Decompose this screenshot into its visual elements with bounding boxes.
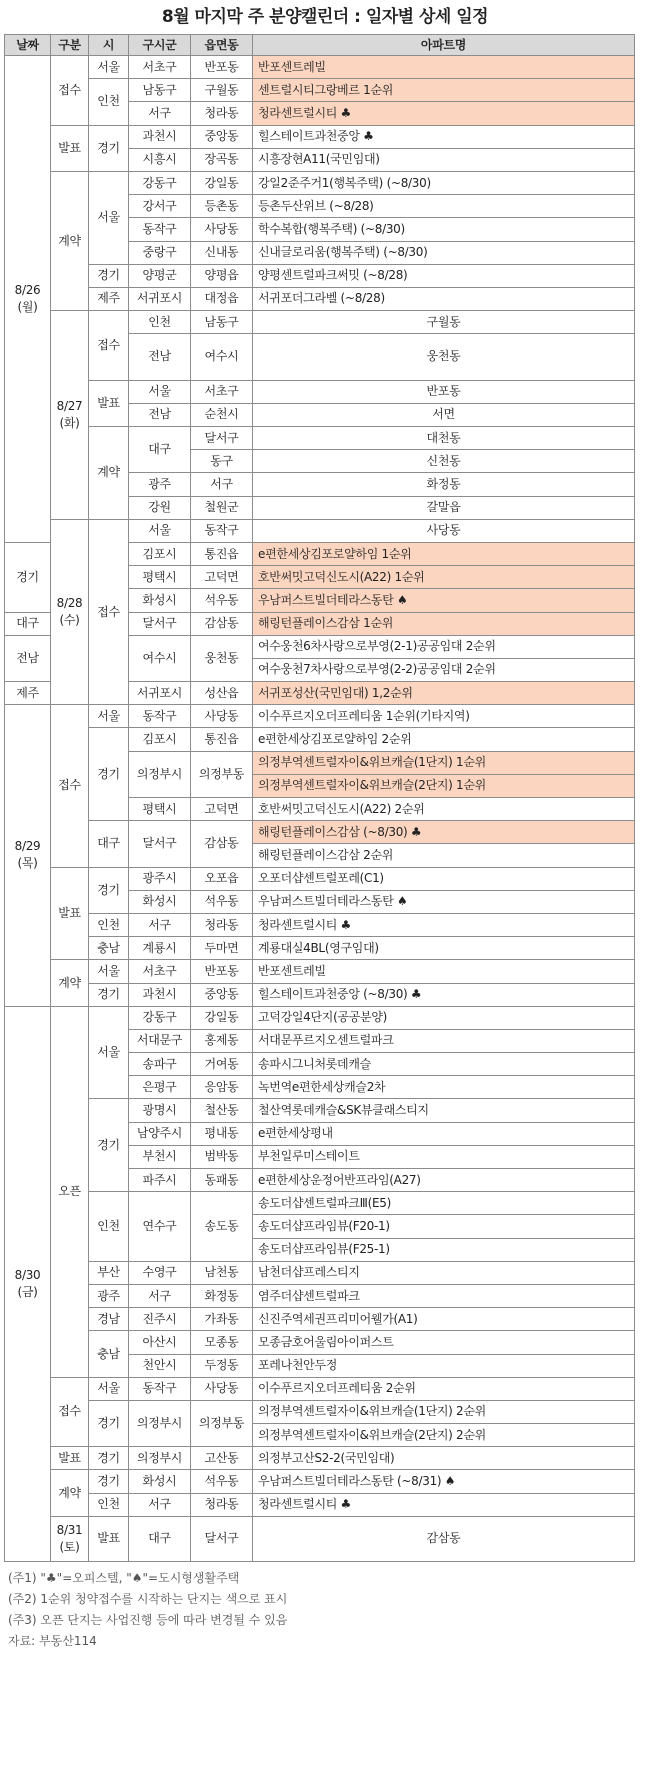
table-cell: 달서구 xyxy=(129,612,191,635)
table-cell: 화정동 xyxy=(253,473,635,496)
table-cell: 신내동 xyxy=(191,241,253,264)
apartment-name-cell: 서대문푸르지오센트럴파크 xyxy=(253,1029,635,1052)
table-cell: 장곡동 xyxy=(191,148,253,171)
apartment-name-cell: 반포센트레빌 xyxy=(253,56,635,79)
table-cell: 평택시 xyxy=(129,798,191,821)
table-cell: 서울 xyxy=(89,1377,129,1400)
apartment-name-cell: 양평센트럴파크써밋 (~8/28) xyxy=(253,264,635,287)
apartment-name-cell: 오포더샵센트럴포레(C1) xyxy=(253,867,635,890)
table-cell: 남천동 xyxy=(191,1261,253,1284)
table-cell: 강원 xyxy=(129,496,191,519)
table-cell: 인천 xyxy=(129,311,191,334)
apartment-name-cell: 반포센트레빌 xyxy=(253,960,635,983)
table-cell: 서울 xyxy=(89,705,129,728)
apartment-name-cell: 계룡대실4BL(영구임대) xyxy=(253,937,635,960)
table-cell: 통진읍 xyxy=(191,728,253,751)
table-cell: 사당동 xyxy=(191,705,253,728)
table-cell: 청라동 xyxy=(191,913,253,936)
table-cell: 접수 xyxy=(51,56,89,126)
table-cell: 동작구 xyxy=(129,1377,191,1400)
apartment-name-cell: 고덕강일4단지(공공분양) xyxy=(253,1006,635,1029)
apartment-name-cell: 청라센트럴시티 ♣ xyxy=(253,1493,635,1516)
table-cell: 동작구 xyxy=(191,519,253,542)
table-cell: 의정부동 xyxy=(191,751,253,797)
table-cell: 대구 xyxy=(129,1516,191,1561)
table-cell: 서울 xyxy=(89,171,129,264)
apartment-name-cell: e편한세상김포로얄하임 2순위 xyxy=(253,728,635,751)
table-cell: 응암동 xyxy=(191,1076,253,1099)
apartment-name-cell: 의정부역센트럴자이&위브캐슬(1단지) 2순위 xyxy=(253,1400,635,1423)
apartment-name-cell: 서귀포더그라벨 (~8/28) xyxy=(253,287,635,310)
table-cell: 경기 xyxy=(89,1470,129,1493)
table-row xyxy=(5,427,635,450)
apartment-name-cell: 송도더샵프라임뷰(F25-1) xyxy=(253,1238,635,1261)
table-cell: 제주 xyxy=(5,682,51,705)
table-cell: 두마면 xyxy=(191,937,253,960)
apartment-name-cell: 여수웅천7차사랑으로부영(2-2)공공임대 2순위 xyxy=(253,658,635,681)
table-row xyxy=(5,983,635,1006)
apartment-name-cell: 해링턴플레이스감삼 (~8/30) ♣ xyxy=(253,821,635,844)
table-cell: 평내동 xyxy=(191,1122,253,1145)
table-cell: 수영구 xyxy=(129,1261,191,1284)
table-cell: 화성시 xyxy=(129,890,191,913)
table-cell: 서귀포시 xyxy=(129,682,191,705)
apartment-name-cell: 염주더샵센트럴파크 xyxy=(253,1284,635,1307)
date-cell: 8/26 (월) xyxy=(5,56,51,543)
table-row xyxy=(5,519,635,542)
apartment-name-cell: 의정부역센트럴자이&위브캐슬(2단지) 1순위 xyxy=(253,774,635,797)
table-cell: 파주시 xyxy=(129,1169,191,1192)
table-row xyxy=(5,287,635,310)
table-cell: 인천 xyxy=(89,79,129,125)
table-cell: 서울 xyxy=(89,960,129,983)
table-row xyxy=(5,705,635,728)
table-cell: 감삼동 xyxy=(253,1516,635,1561)
table-cell: 김포시 xyxy=(129,728,191,751)
table-cell: 김포시 xyxy=(129,542,191,565)
table-cell: 광주 xyxy=(89,1284,129,1307)
table-cell: 시흥시 xyxy=(129,148,191,171)
table-cell: 중앙동 xyxy=(191,983,253,1006)
table-cell: 신천동 xyxy=(253,450,635,473)
apartment-name-cell: 이수푸르지오더프레티움 1순위(기타지역) xyxy=(253,705,635,728)
table-cell: 부천시 xyxy=(129,1145,191,1168)
date-cell: 8/27 (화) xyxy=(51,311,89,520)
table-cell: 대구 xyxy=(5,612,51,635)
table-cell: 경기 xyxy=(89,1447,129,1470)
table-cell: 대구 xyxy=(89,821,129,867)
table-cell: 석우동 xyxy=(191,890,253,913)
table-row xyxy=(5,1377,635,1400)
table-cell: 서면 xyxy=(253,403,635,426)
table-cell: 구월동 xyxy=(191,79,253,102)
table-cell: 서구 xyxy=(129,102,191,125)
apartment-name-cell: 청라센트럴시티 ♣ xyxy=(253,913,635,936)
table-cell: 두정동 xyxy=(191,1354,253,1377)
table-cell: 중랑구 xyxy=(129,241,191,264)
table-cell: 계약 xyxy=(51,1470,89,1516)
schedule-table xyxy=(4,34,635,1562)
apartment-name-cell: 모종금호어울림아이퍼스트 xyxy=(253,1331,635,1354)
table-cell: 부산 xyxy=(89,1261,129,1284)
table-cell: 아산시 xyxy=(129,1331,191,1354)
table-cell: 의정부시 xyxy=(129,1447,191,1470)
table-cell: 홍제동 xyxy=(191,1029,253,1052)
table-row xyxy=(5,1308,635,1331)
table-cell: 동작구 xyxy=(129,705,191,728)
table-cell: 강일동 xyxy=(191,171,253,194)
date-cell: 8/28 (수) xyxy=(51,519,89,705)
table-cell: 경기 xyxy=(5,542,51,612)
date-cell: 8/29 (목) xyxy=(5,705,51,1006)
table-cell: 서구 xyxy=(191,473,253,496)
apartment-name-cell: 송파시그니처롯데캐슬 xyxy=(253,1053,635,1076)
table-cell: 웅천동 xyxy=(253,334,635,380)
column-header-province: 시 xyxy=(89,35,129,56)
apartment-name-cell: e편한세상김포로얄하임 1순위 xyxy=(253,542,635,565)
header-row xyxy=(5,35,635,56)
table-cell: 오포읍 xyxy=(191,867,253,890)
table-cell: 화성시 xyxy=(129,1470,191,1493)
table-cell: 서초구 xyxy=(129,960,191,983)
table-cell: 충남 xyxy=(89,937,129,960)
table-row xyxy=(5,311,635,334)
table-cell: 송도동 xyxy=(191,1192,253,1262)
footnote: (주2) 1순위 청약접수를 시작하는 단지는 색으로 표시 xyxy=(8,1591,288,1606)
table-cell: 경기 xyxy=(89,1400,129,1446)
table-cell: 철원군 xyxy=(191,496,253,519)
column-header-date: 날짜 xyxy=(5,35,51,56)
table-cell: 오픈 xyxy=(51,1006,89,1377)
table-cell: 구월동 xyxy=(253,311,635,334)
table-cell: 가좌동 xyxy=(191,1308,253,1331)
table-cell: 인천 xyxy=(89,1493,129,1516)
apartment-name-cell: 의정부역센트럴자이&위브캐슬(1단지) 1순위 xyxy=(253,751,635,774)
table-cell: 갈말읍 xyxy=(253,496,635,519)
apartment-name-cell: 송도더샵프라임뷰(F20-1) xyxy=(253,1215,635,1238)
table-cell: 달서구 xyxy=(129,821,191,867)
table-row xyxy=(5,1192,635,1215)
table-cell: 경기 xyxy=(89,983,129,1006)
table-cell: 화정동 xyxy=(191,1284,253,1307)
table-cell: 석우동 xyxy=(191,1470,253,1493)
table-cell: 진주시 xyxy=(129,1308,191,1331)
table-cell: 반포동 xyxy=(191,56,253,79)
table-cell: 사당동 xyxy=(191,1377,253,1400)
table-cell: 계룡시 xyxy=(129,937,191,960)
table-cell: 서구 xyxy=(129,1284,191,1307)
table-cell: 석우동 xyxy=(191,589,253,612)
table-cell: 경기 xyxy=(89,728,129,821)
apartment-name-cell: 신진주역세권프리미어웰가(A1) xyxy=(253,1308,635,1331)
table-row xyxy=(5,1261,635,1284)
table-cell: 서대문구 xyxy=(129,1029,191,1052)
apartment-name-cell: 우남퍼스트빌더테라스동탄 (~8/31) ♠ xyxy=(253,1470,635,1493)
table-row xyxy=(5,1284,635,1307)
table-row xyxy=(5,125,635,148)
table-cell: 웅천동 xyxy=(191,635,253,681)
table-cell: 남양주시 xyxy=(129,1122,191,1145)
table-cell: 경기 xyxy=(89,264,129,287)
date-cell: 8/31 (토) xyxy=(51,1516,89,1561)
table-cell: 제주 xyxy=(89,287,129,310)
table-row xyxy=(5,1470,635,1493)
apartment-name-cell: 우남퍼스트빌더테라스동탄 ♠ xyxy=(253,890,635,913)
table-cell: 계약 xyxy=(51,960,89,1006)
table-cell: 강동구 xyxy=(129,171,191,194)
table-row xyxy=(5,1400,635,1423)
table-cell: 양평군 xyxy=(129,264,191,287)
apartment-name-cell: 남천더샵프레스티지 xyxy=(253,1261,635,1284)
table-cell: 의정부시 xyxy=(129,1400,191,1446)
table-cell: 서귀포시 xyxy=(129,287,191,310)
table-cell: 천안시 xyxy=(129,1354,191,1377)
table-cell: 발표 xyxy=(89,380,129,426)
apartment-name-cell: 등촌두산위브 (~8/28) xyxy=(253,195,635,218)
table-cell: 서울 xyxy=(89,56,129,79)
table-cell: 광명시 xyxy=(129,1099,191,1122)
table-cell: 여수시 xyxy=(191,334,253,380)
table-row xyxy=(5,1331,635,1354)
table-cell: 대정읍 xyxy=(191,287,253,310)
column-header-type: 구분 xyxy=(51,35,89,56)
table-cell: 감삼동 xyxy=(191,821,253,867)
table-row xyxy=(5,913,635,936)
table-cell: 서구 xyxy=(129,913,191,936)
table-cell: 대천동 xyxy=(253,427,635,450)
table-cell: 경기 xyxy=(89,125,129,171)
table-cell: 달서구 xyxy=(191,1516,253,1561)
apartment-name-cell: 여수웅천6차사랑으로부영(2-1)공공임대 2순위 xyxy=(253,635,635,658)
table-cell: 접수 xyxy=(51,1377,89,1447)
apartment-name-cell: e편한세상운정어반프라임(A27) xyxy=(253,1169,635,1192)
table-cell: 의정부동 xyxy=(191,1400,253,1446)
table-cell: 철산동 xyxy=(191,1099,253,1122)
table-cell: 동작구 xyxy=(129,218,191,241)
apartment-name-cell: 해링턴플레이스감삼 1순위 xyxy=(253,612,635,635)
table-cell: 접수 xyxy=(51,705,89,867)
table-cell: 접수 xyxy=(89,519,129,705)
table-cell: 전남 xyxy=(129,403,191,426)
apartment-name-cell: 부천일루미스테이트 xyxy=(253,1145,635,1168)
table-cell: 고덕면 xyxy=(191,798,253,821)
apartment-name-cell: 포레나천안두정 xyxy=(253,1354,635,1377)
table-cell: 연수구 xyxy=(129,1192,191,1262)
table-cell: 전남 xyxy=(129,334,191,380)
apartment-name-cell: 우남퍼스트빌더테라스동탄 ♠ xyxy=(253,589,635,612)
schedule-body xyxy=(5,56,635,1562)
apartment-name-cell: e편한세상평내 xyxy=(253,1122,635,1145)
table-cell: 서구 xyxy=(129,1493,191,1516)
table-cell: 남동구 xyxy=(129,79,191,102)
table-cell: 경기 xyxy=(89,1099,129,1192)
table-cell: 서울 xyxy=(129,519,191,542)
table-cell: 사당동 xyxy=(253,519,635,542)
table-cell: 발표 xyxy=(51,1447,89,1470)
table-cell: 충남 xyxy=(89,1331,129,1377)
table-row xyxy=(5,79,635,102)
table-cell: 반포동 xyxy=(191,960,253,983)
column-header-district: 구시군 xyxy=(129,35,191,56)
table-cell: 경남 xyxy=(89,1308,129,1331)
table-row xyxy=(5,867,635,890)
table-cell: 접수 xyxy=(89,311,129,381)
table-cell: 서울 xyxy=(89,1006,129,1099)
table-row xyxy=(5,937,635,960)
table-cell: 과천시 xyxy=(129,983,191,1006)
apartment-name-cell: 철산역롯데캐슬&SK뷰클래스티지 xyxy=(253,1099,635,1122)
table-cell: 양평읍 xyxy=(191,264,253,287)
table-cell: 발표 xyxy=(51,125,89,171)
table-cell: 모종동 xyxy=(191,1331,253,1354)
table-cell: 강일동 xyxy=(191,1006,253,1029)
table-cell: 남동구 xyxy=(191,311,253,334)
table-cell: 발표 xyxy=(89,1516,129,1561)
table-cell: 서초구 xyxy=(191,380,253,403)
table-row xyxy=(5,380,635,403)
table-cell: 대구 xyxy=(129,427,191,473)
table-row xyxy=(5,1516,635,1561)
apartment-name-cell: 강일2준주거1(행복주택) (~8/30) xyxy=(253,171,635,194)
table-cell: 인천 xyxy=(89,913,129,936)
footnotes xyxy=(8,1568,650,1652)
apartment-name-cell: 신내글로리움(행복주택) (~8/30) xyxy=(253,241,635,264)
apartment-name-cell: 센트럴시티그랑베르 1순위 xyxy=(253,79,635,102)
table-cell: 계약 xyxy=(89,427,129,520)
apartment-name-cell: 의정부역센트럴자이&위브캐슬(2단지) 2순위 xyxy=(253,1424,635,1447)
table-cell: 송파구 xyxy=(129,1053,191,1076)
table-cell: 계약 xyxy=(51,171,89,310)
date-cell: 8/30 (금) xyxy=(5,1006,51,1561)
column-header-town: 읍면동 xyxy=(191,35,253,56)
apartment-name-cell: 힐스테이트과천중앙 ♣ xyxy=(253,125,635,148)
table-cell: 반포동 xyxy=(253,380,635,403)
apartment-name-cell: 힐스테이트과천중앙 (~8/30) ♣ xyxy=(253,983,635,1006)
table-cell: 동패동 xyxy=(191,1169,253,1192)
apartment-name-cell: 호반써밋고덕신도시(A22) 2순위 xyxy=(253,798,635,821)
table-cell: 은평구 xyxy=(129,1076,191,1099)
table-cell: 광주 xyxy=(129,473,191,496)
table-row xyxy=(5,1493,635,1516)
table-cell: 사당동 xyxy=(191,218,253,241)
table-cell: 중앙동 xyxy=(191,125,253,148)
table-row xyxy=(5,1447,635,1470)
apartment-name-cell: 의정부고산S2-2(국민임대) xyxy=(253,1447,635,1470)
table-row xyxy=(5,56,635,79)
table-cell: 서초구 xyxy=(129,56,191,79)
table-cell: 서울 xyxy=(129,380,191,403)
table-cell: 등촌동 xyxy=(191,195,253,218)
table-row xyxy=(5,1006,635,1029)
apartment-name-cell: 서귀포성산(국민임대) 1,2순위 xyxy=(253,682,635,705)
column-header-apartment: 아파트명 xyxy=(253,35,635,56)
table-cell: 여수시 xyxy=(129,635,191,681)
table-cell: 화성시 xyxy=(129,589,191,612)
table-row xyxy=(5,1099,635,1122)
table-cell: 순천시 xyxy=(191,403,253,426)
table-cell: 경기 xyxy=(89,867,129,913)
table-cell: 발표 xyxy=(51,867,89,960)
table-cell: 통진읍 xyxy=(191,542,253,565)
table-row xyxy=(5,728,635,751)
apartment-name-cell: 이수푸르지오더프레티움 2순위 xyxy=(253,1377,635,1400)
table-cell: 동구 xyxy=(191,450,253,473)
table-row xyxy=(5,264,635,287)
page-title: 8월 마지막 주 분양캘린더 : 일자별 상세 일정 xyxy=(161,7,489,27)
apartment-name-cell: 청라센트럴시티 ♣ xyxy=(253,102,635,125)
table-cell: 강서구 xyxy=(129,195,191,218)
table-cell: 광주시 xyxy=(129,867,191,890)
table-row xyxy=(5,171,635,194)
apartment-name-cell: 해링턴플레이스감삼 2순위 xyxy=(253,844,635,867)
apartment-name-cell: 시흥장현A11(국민임대) xyxy=(253,148,635,171)
source-note: 자료: 부동산114 xyxy=(8,1633,97,1648)
table-row xyxy=(5,960,635,983)
table-cell: 청라동 xyxy=(191,102,253,125)
table-cell: 과천시 xyxy=(129,125,191,148)
footnote: (주3) 오픈 단지는 사업진행 등에 따라 변경될 수 있음 xyxy=(8,1612,288,1627)
table-cell: 의정부시 xyxy=(129,751,191,797)
table-cell: 전남 xyxy=(5,635,51,681)
table-cell: 감삼동 xyxy=(191,612,253,635)
footnote: (주1) "♣"=오피스텔, "♠"=도시형생활주택 xyxy=(8,1570,240,1585)
table-cell: 범박동 xyxy=(191,1145,253,1168)
table-cell: 청라동 xyxy=(191,1493,253,1516)
table-cell: 고덕면 xyxy=(191,566,253,589)
apartment-name-cell: 송도더샵센트럴파크Ⅲ(E5) xyxy=(253,1192,635,1215)
table-cell: 달서구 xyxy=(191,427,253,450)
table-cell: 성산읍 xyxy=(191,682,253,705)
table-cell: 강동구 xyxy=(129,1006,191,1029)
table-cell: 평택시 xyxy=(129,566,191,589)
table-cell: 인천 xyxy=(89,1192,129,1262)
table-cell: 고산동 xyxy=(191,1447,253,1470)
apartment-name-cell: 녹번역e편한세상캐슬2차 xyxy=(253,1076,635,1099)
apartment-name-cell: 학수복합(행복주택) (~8/30) xyxy=(253,218,635,241)
apartment-name-cell: 호반써밋고덕신도시(A22) 1순위 xyxy=(253,566,635,589)
table-row xyxy=(5,821,635,844)
table-cell: 거여동 xyxy=(191,1053,253,1076)
